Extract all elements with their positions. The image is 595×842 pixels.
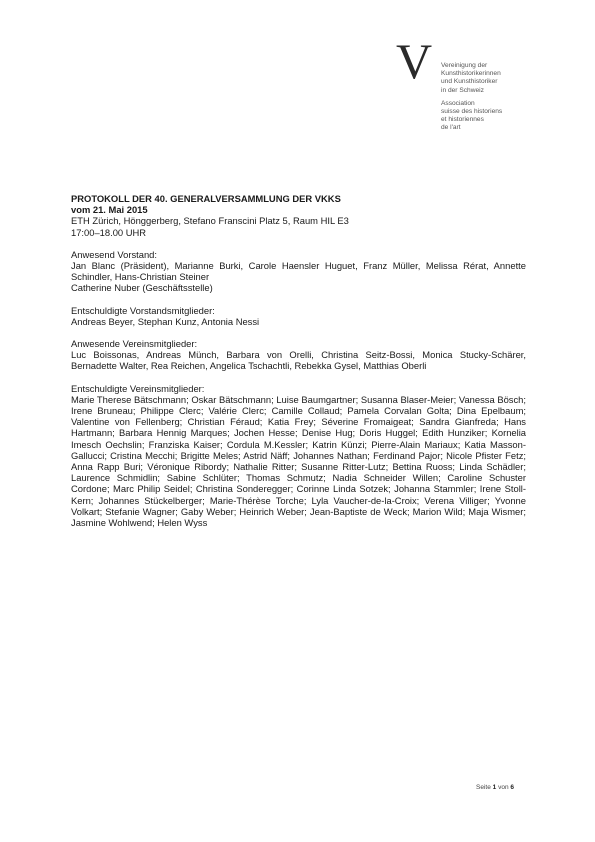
page-total: 6: [510, 784, 514, 791]
vkks-logo: [396, 33, 556, 156]
attendee-list: Marie Therese Bätschmann; Oskar Bätschmann; Luise Baumgartner; Susanna Blaser-Meier; Vanessa Bösch; Irene Bruneau; Philippe Clerc; Valérie Clerc; Camille Collaud; Pamela Corvalan Golta; Dina Epelbaum; Valentine von Fellenberg; Christian Féraud; Katia Frey; Séverine Fromaigeat; Sandra Gianfreda; Hans Hartmann; Barbara Hennig Marques; Jochen Hesse; Denise Hug; Doris Huggel; Edith Hunziker; Kornelia Imesch Oechslin; Franziska Kaiser; Cordula M.Kessler; Katrin Künzi; Pierre-Alain Mariaux; Katia Masson-Gallucci; Cristina Mecchi; Brigitte Meles; Astrid Näff; Johannes Nathan; Ferdinand Pajor; Nicole Pfister Fetz; Anna Rapp Buri; Véronique Ribordy; Nathalie Ritter; Susanne Ritter-Lutz; Bettina Ruoss; Linda Schädler; Laurence Schmidlin; Sabine Schlüter; Thomas Schmutz; Nadia Schneider Willen; Caroline Schuster Cordone; Marc Philip Seidel; Christina Sonderegger; Corinne Linda Sotzek; Johanna Stammler; Irene Stoll-Kern; Johannes Stückelberger; Marie-Thérèse Torche; Lyla Vaucher-de-la-Croix; Verena Villiger; Yvonne Volkart; Stefanie Wagner; Gaby Weber; Heinrich Weber; Jean-Baptiste de Weck; Marion Wild; Maja Wismer; Jasmine Wohlwend; Helen Wyss: [71, 393, 526, 529]
logo-line: suisse des historiens: [441, 108, 503, 116]
logo-line: et historiennes: [441, 116, 484, 124]
attendee-list: Luc Boissonas, Andreas Münch, Barbara von Orelli, Christina Seitz-Bossi, Monica Stucky-Schärer, Bernadette Walter, Rea Reichen, Angelica Tschachtli, Rebekka Gysel, Matthias Oberli: [71, 349, 526, 372]
document-header: [71, 193, 526, 238]
section-heading: Anwesend Vorstand:: [71, 248, 157, 260]
section-board-excused: [71, 305, 526, 327]
page-label: Seite: [476, 784, 491, 791]
section-heading: Entschuldigte Vorstandsmitglieder:: [71, 304, 215, 316]
logo-line: Vereinigung der: [441, 62, 488, 69]
page-number: [476, 784, 514, 791]
document-date: vom 21. Mai 2015: [71, 204, 148, 216]
section-heading: Entschuldigte Vereinsmitglieder:: [71, 382, 205, 394]
document-title: PROTOKOLL DER 40. GENERALVERSAMMLUNG DER VKKS: [71, 193, 341, 204]
logo-text-de: [441, 62, 556, 95]
section-heading: Anwesende Vereinsmitglieder:: [71, 338, 198, 350]
logo-line: Association: [441, 99, 475, 107]
page-separator: von: [498, 784, 509, 791]
logo-line: in der Schweiz: [441, 86, 484, 94]
protocol-body: [71, 193, 526, 528]
meeting-time: 17:00–18.00 UHR: [71, 226, 147, 238]
attendee-list: Andreas Beyer, Stephan Kunz, Antonia Nessi: [71, 315, 260, 327]
logo-line: und Kunsthistoriker: [441, 78, 498, 86]
attendee-list: Catherine Nuber (Geschäftsstelle): [71, 282, 213, 294]
logo-line: Kunsthistorikerinnen: [441, 70, 501, 78]
attendee-list: Jan Blanc (Präsident), Marianne Burki, Carole Haensler Huguet, Franz Müller, Melissa Rérat, Annette Schindler, Hans-Christian Steiner: [71, 260, 526, 283]
logo-letter: V: [396, 33, 433, 89]
logo-text-fr: [441, 100, 556, 133]
section-members-excused: [71, 383, 526, 529]
page-current: 1: [492, 784, 497, 791]
meeting-location: ETH Zürich, Hönggerberg, Stefano Franscini Platz 5, Raum HIL E3: [71, 215, 349, 227]
logo-text: [441, 62, 556, 133]
section-members-present: [71, 338, 526, 372]
section-board-present: [71, 249, 526, 294]
logo-line: de l'art: [441, 124, 461, 132]
